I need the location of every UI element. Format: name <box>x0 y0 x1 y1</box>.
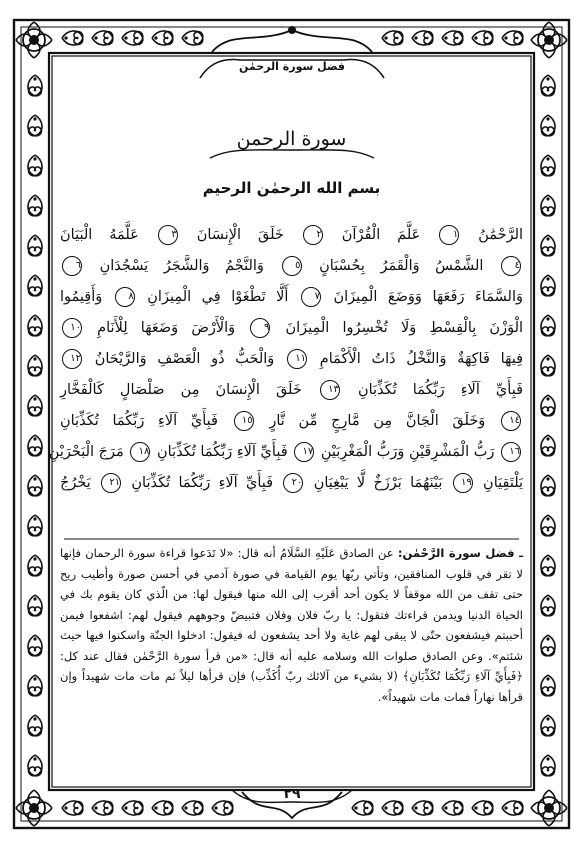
verse-number-marker: ٢٠ <box>283 473 303 493</box>
verse-number-marker: ٨ <box>115 287 135 307</box>
quran-verses <box>48 220 524 499</box>
verse-line <box>60 406 523 437</box>
verse-text: فَبِأَيِّ آلَاءِ رَبِّكُمَا تُكَذِّبَانِ <box>357 382 523 398</box>
verse-number-marker: ١١ <box>287 349 307 369</box>
verse-text: وَالنَّجْمُ وَالشَّجَرُ يَسْجُدَانِ <box>99 258 264 274</box>
commentary-lead: ـ فضل سورة الرَّحْمٰن: <box>397 546 524 560</box>
verse-text: الرَّحْمَٰنُ <box>478 227 524 243</box>
page-number: ٢٩ <box>283 786 301 802</box>
verse-text: خَلَقَ الْإِنسَانَ <box>196 227 284 243</box>
verse-text: الشَّمْسُ وَالْقَمَرُ بِحُسْبَانٍ <box>319 258 484 274</box>
commentary <box>60 543 523 707</box>
verse-text: رَبُّ الْمَشْرِقَيْنِ وَرَبُّ الْمَغْرِبَيْنِ <box>320 444 495 460</box>
running-header: فضل سورة الرحمٰن <box>238 60 345 73</box>
verse-text: يَلْتَقِيَانِ <box>483 475 524 491</box>
verse-line <box>60 313 523 344</box>
verse-number-marker: ٦ <box>62 256 82 276</box>
verse-text: فِيهَا فَاكِهَةٌ وَالنَّخْلُ ذَاتُ الْأَكْمَامِ <box>319 351 524 367</box>
verse-number-marker: ١٢ <box>62 349 82 369</box>
verse-text: عَلَّمَ الْقُرْآنَ <box>341 227 421 243</box>
verse-number-marker: ٢١ <box>101 473 121 493</box>
verse-number-marker: ١٧ <box>294 442 314 462</box>
verse-line <box>60 282 523 313</box>
verse-number-marker: ٩ <box>250 318 270 338</box>
verse-text: أَلَّا تَطْغَوْا فِي الْمِيزَانِ <box>147 289 289 305</box>
verse-text: الْوَزْنَ بِالْقِسْطِ وَلَا تُخْسِرُوا الْمِيزَانَ <box>285 320 524 336</box>
verse-number-marker: ١٥ <box>234 411 254 431</box>
verse-number-marker: ٧ <box>301 287 321 307</box>
verse-text: وَالْأَرْضَ وَضَعَهَا لِلْأَنَامِ <box>97 320 236 336</box>
verse-number-marker: ٥ <box>282 256 302 276</box>
verse-text: وَخَلَقَ الْجَانَّ مِن مَّارِجٍ مِّن نَّارٍ <box>269 413 486 429</box>
verse-number-marker: ١٦ <box>501 442 521 462</box>
verse-text: عَلَّمَهُ الْبَيَانَ <box>60 227 139 243</box>
verse-line <box>48 437 523 468</box>
basmala: بسم الله الرحمٰن الرحيم <box>202 179 381 197</box>
verse-number-marker: ٢ <box>303 225 323 245</box>
surah-title: سورة الرحمن <box>236 128 347 150</box>
verse-text: وَأَقِيمُوا <box>60 289 103 305</box>
verse-number-marker: ١٤ <box>501 411 521 431</box>
verse-text: خَلَقَ الْإِنسَانَ مِن صَلْصَالٍ كَالْفَخَّارِ <box>60 382 302 398</box>
verse-line <box>60 468 523 499</box>
verse-number-marker: ١٠ <box>62 318 82 338</box>
verse-number-marker: ١٩ <box>453 473 473 493</box>
verse-number-marker: ٤ <box>501 256 521 276</box>
verse-number-marker: ١٣ <box>320 380 340 400</box>
verse-line <box>60 344 523 375</box>
verse-text: وَالْحَبُّ ذُو الْعَصْفِ وَالرَّيْحَانُ <box>94 351 275 367</box>
verse-line <box>60 251 523 282</box>
verse-number-marker: ٣ <box>158 225 178 245</box>
commentary-body: عن الصادق عَلَيْهِ السَّلَامُ أنه قال: «لا تَدَعوا قراءة سورة الرحمان فإنها لا تقر في قلوب المنافقين، وتأتي ربّها يوم القيامة في صورة آدمي في أحسن صورة وأطيب ريح حتى تقف من الله موقفاً لا يكون أحد أقرب إلى الله منها فيقول لها: من الّذي كان يقوم بك في الحياة الدنيا ويدمن قراءتك فتقول: يا ربّ فلان وفلان فتبيضّ وجوههم فيقول لهم: اشفعوا فيمن أحببتم فيشفعون حتّى لا يبقى لهم غاية ولا أحد يشفعون له فيقول: ادخلوا الجنّة واسكنوا فيها حيث شئتم». وعن الصادق صلوات الله وسلامه عليه أنه قال: «من قرأ سورة الرَّحْمٰن فقال عند كل: ﴿فَبِأَيِّ آلَاءِ رَبِّكُمَا تُكَذِّبَانِ﴾ (لا بشيء من آلائك ربّ أُكَذِّب) فإن قرأها ليلاً ثم مات مات شهيداً وإن قرأها نهاراً فمات مات شهيداً». <box>60 546 523 704</box>
verse-text: وَالسَّمَاءَ رَفَعَهَا وَوَضَعَ الْمِيزَانَ <box>333 289 523 305</box>
verse-text: مَرَجَ الْبَحْرَيْنِ <box>48 444 124 460</box>
verse-text: فَبِأَيِّ آلَاءِ رَبِّكُمَا تُكَذِّبَانِ <box>131 475 274 491</box>
verse-text: فَبِأَيِّ آلَاءِ رَبِّكُمَا تُكَذِّبَانِ <box>60 413 218 429</box>
verse-text: بَيْنَهُمَا بَرْزَخٌ لَّا يَبْغِيَانِ <box>313 475 443 491</box>
verse-text: فَبِأَيِّ آلَاءِ رَبِّكُمَا تُكَذِّبَانِ <box>157 444 288 460</box>
verse-number-marker: ١ <box>439 225 459 245</box>
verse-number-marker: ١٨ <box>130 442 150 462</box>
verse-line <box>60 220 523 251</box>
verse-text: يَخْرُجُ <box>60 475 91 491</box>
verse-line <box>60 375 523 406</box>
